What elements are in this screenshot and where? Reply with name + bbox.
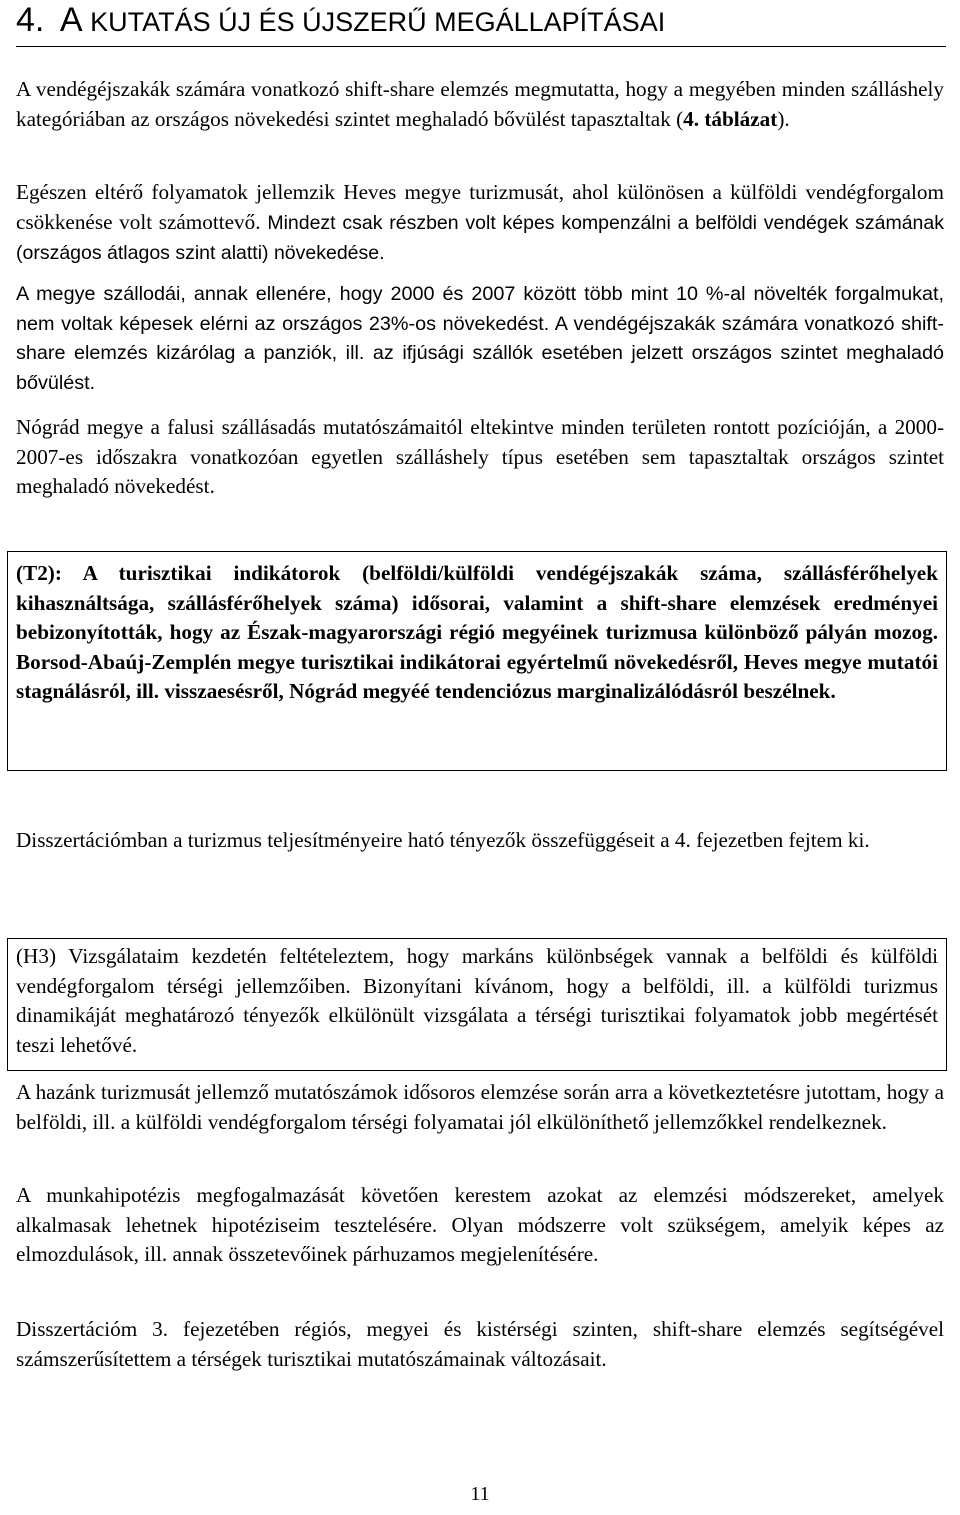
paragraph-1-end: ). bbox=[777, 106, 790, 131]
paragraph-2 bbox=[16, 178, 944, 269]
paragraph-2-first: Egészen eltérő folyamatok jellemzik Heves megye turizmusát, ahol különösen a külföldi vendégforgalom csökkenése volt számottevő. bbox=[16, 180, 944, 234]
hypothesis-h3-box bbox=[7, 938, 947, 1071]
section-heading bbox=[16, 0, 946, 47]
paragraph-6: A hazánk turizmusát jellemző mutatószámok idősoros elemzése során arra a következtetésre jutottam, hogy a belföldi, ill. a külföldi vendégforgalom térségi folyamatai jól elkülöníthető jellemzőkkel rendelkeznek. bbox=[16, 1080, 944, 1134]
table-reference: 4. táblázat bbox=[683, 106, 778, 131]
section-title: KUTATÁS ÚJ ÉS ÚJSZERŰ MEGÁLLAPÍTÁSAI bbox=[90, 7, 666, 37]
page-number: 11 bbox=[470, 1483, 490, 1505]
paragraph-5: Disszertációmban a turizmus teljesítményeire ható tényezők összefüggéseit a 4. fejezetben fejtem ki. bbox=[16, 828, 870, 852]
paragraph-3: A megye szállodái, annak ellenére, hogy 2000 és 2007 között több mint 10 %-al növelték forgalmukat, nem voltak képesek elérni az országos 23%-os növekedést. A vendégéjszakák számára vonatkozó shift-share elemzés kizárólag a panziók, ill. az ifjúsági szállók esetében jelzett országos szintet meghaladó bővülést. bbox=[16, 283, 944, 394]
paragraph-4: Nógrád megye a falusi szállásadás mutatószámaitól eltekintve minden területen rontott pozícióján, a 2000-2007-es időszakra vonatkozóan egyetlen szálláshely típus esetében sem tapasztaltak országos szintet meghaladó növekedést. bbox=[16, 415, 944, 498]
thesis-t2: (T2): A turisztikai indikátorok (belföldi/külföldi vendégéjszakák száma, szállásférőhelyek kihasználtsága, szállásférőhelyek száma) idősorai, valamint a shift-share elemzések eredményei bebizonyították, hogy az Észak-magyarországi régió megyéinek turizmusa különböző pályán mozog. Borsod-Abaúj-Zemplén megye turisztikai indikátorai egyértelmű növekedésről, Heves megye mutatói stagnálásról, ill. visszaesésről, Nógrád megyéé tendenciózus marginalizálódásról beszélnek. bbox=[16, 561, 938, 703]
paragraph-2-second: Mindezt csak részben volt képes kompenzálni a belföldi vendégek számának (országos átlagos szint alatti) növekedése. bbox=[16, 211, 944, 264]
section-title-initial: A bbox=[59, 1, 81, 39]
paragraph-1 bbox=[16, 75, 944, 134]
paragraph-8: Disszertációm 3. fejezetében régiós, megyei és kistérségi szinten, shift-share elemzés segítségével számszerűsítettem a térségek turisztikai mutatószámainak változásait. bbox=[16, 1317, 944, 1371]
hypothesis-h3: (H3) Vizsgálataim kezdetén feltételeztem, hogy markáns különbségek vannak a belföldi és külföldi vendégforgalom térségi jellemzőiben. Bizonyítani kívánom, hogy a belföldi, ill. a külföldi turizmus dinamikáját meghatározó tényezők elkülönült vizsgálata a térségi turisztikai folyamatok jobb megértését teszi lehetővé. bbox=[16, 944, 938, 1057]
thesis-t2-box bbox=[7, 551, 947, 771]
paragraph-7: A munkahipotézis megfogalmazását követően kerestem azokat az elemzési módszereket, amelyek alkalmasak lehetnek hipotéziseim tesztelésére. Olyan módszerre volt szükségem, amelyik képes az elmozdulások, ill. annak összetevőinek párhuzamos megjelenítésére. bbox=[16, 1183, 944, 1266]
paragraph-1-text: A vendégéjszakák számára vonatkozó shift-share elemzés megmutatta, hogy a megyében minden szálláshely kategóriában az országos növekedési szintet meghaladó bővülést tapasztaltak ( bbox=[16, 77, 944, 131]
section-number: 4. bbox=[16, 1, 45, 39]
